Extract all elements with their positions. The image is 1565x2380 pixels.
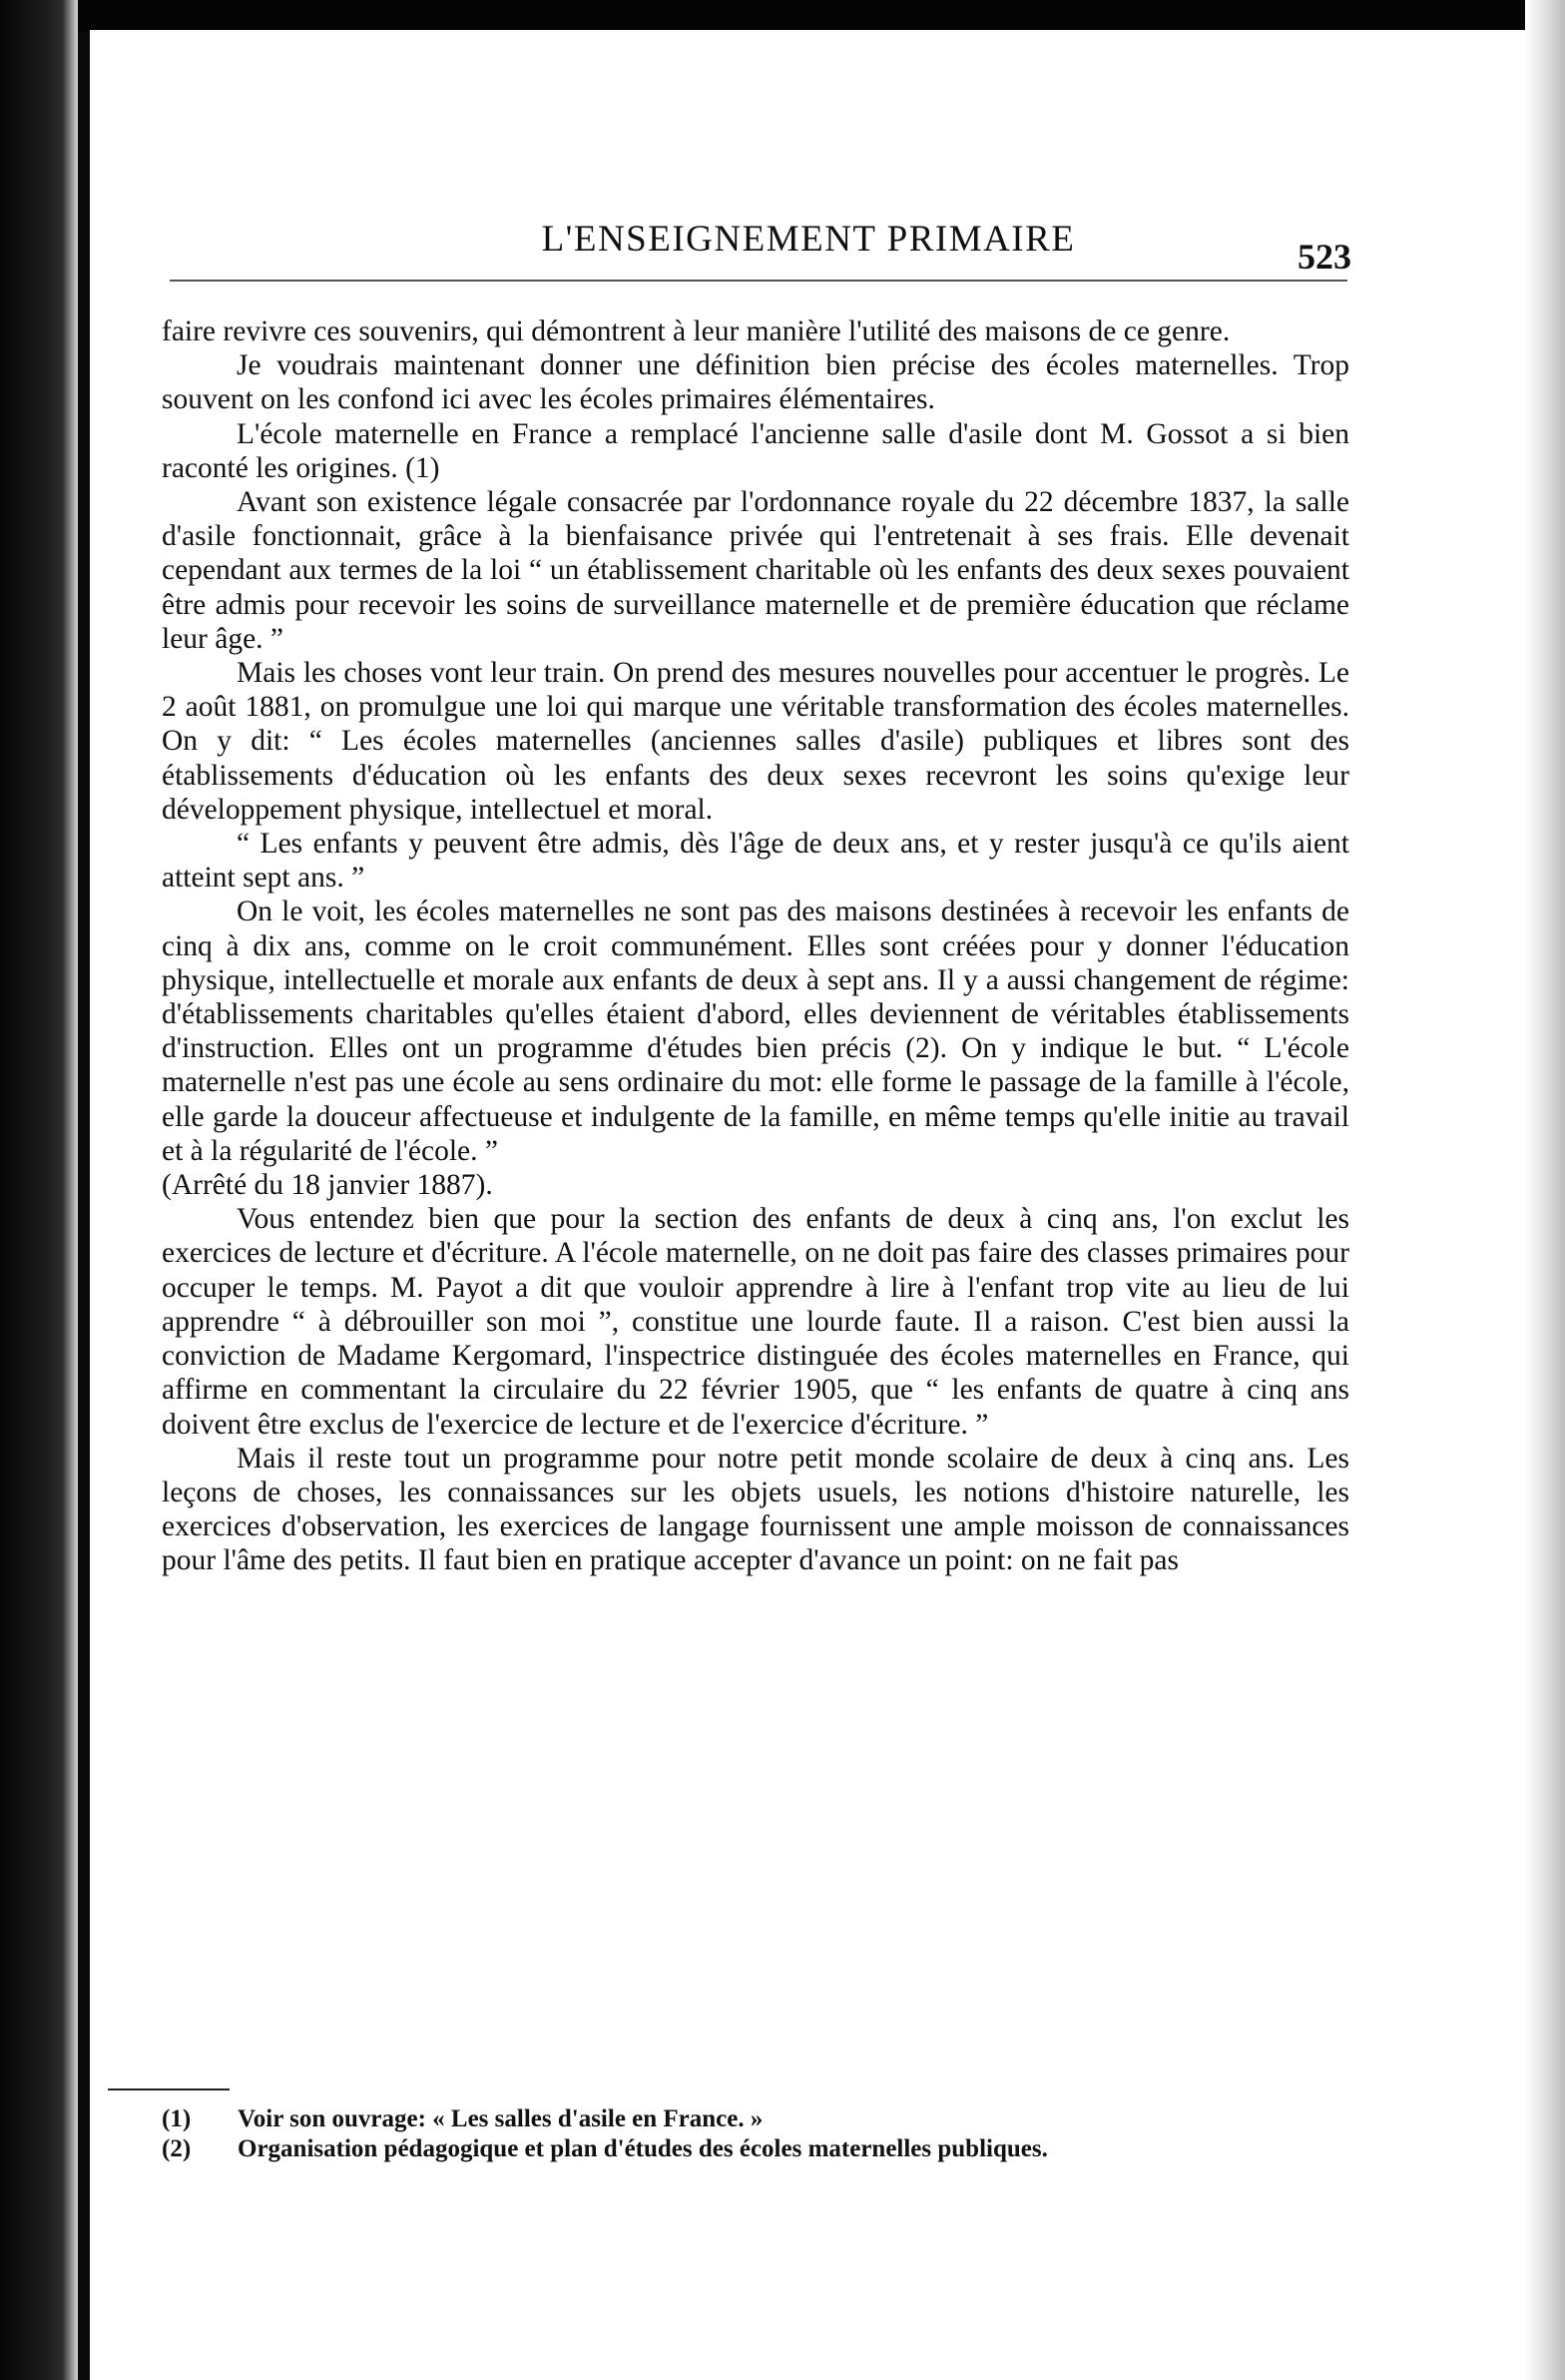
page-number: 523 — [1298, 237, 1351, 277]
paragraph: Vous entendez bien que pour la section des enfants de deux à cinq ans, l'on exclut les exercices de lecture et d'écriture. A l'école maternelle, on ne doit pas faire des classes primaires pour occuper le temps. M. Payot a dit que vouloir apprendre à lire à l'enfant trop vite au lieu de lui apprendre “ à débrouiller son moi ”, constitue une lourde faute. Il a raison. C'est bien aussi la conviction de Madame Kergomard, l'inspectrice distinguée des écoles maternelles en France, qui affirme en commentant la circulaire du 22 février 1905, que “ les enfants de quatre à cinq ans doivent être exclus de l'exercice de lecture et de l'exercice d'écriture. ” — [162, 1203, 1349, 1441]
paragraph: Je voudrais maintenant donner une définition bien précise des écoles maternelles. Trop souvent on les confond ici avec les écoles primaires élémentaires. — [162, 349, 1349, 416]
paragraph: On le voit, les écoles maternelles ne sont pas des maisons destinées à recevoir les enfants de cinq à dix ans, comme on le croit communément. Elles sont créées pour y donner l'éducation physique, intellectuelle et morale aux enfants de deux à sept ans. Il y a aussi changement de régime: d'établissements charitables qu'elles étaient d'abord, elles deviennent de véritables établissements d'instruction. Elles ont un programme d'études bien précis (2). On y indique le but. “ L'école maternelle n'est pas une école au sens ordinaire du mot: elle forme le passage de la famille à l'école, elle garde la douceur affectueuse et indulgente de la famille, en même temps qu'elle initie au travail et à la régularité de l'école. ” — [162, 895, 1349, 1167]
paragraph: Mais il reste tout un programme pour notre petit monde scolaire de deux à cinq ans. Les leçons de choses, les connaissances sur les objets usuels, les notions d'histoire naturelle, les exercices d'observation, les exercices de langage fournissent une ample moisson de connaissances pour l'âme des petits. Il faut bien en pratique accepter d'avance un point: on ne fait pas — [162, 1442, 1349, 1577]
footnote — [162, 2104, 1349, 2134]
paragraph: Avant son existence légale consacrée par l'ordonnance royale du 22 décembre 1837, la salle d'asile fonctionnait, grâce à la bienfaisance privée qui l'entretenait à ses frais. Elle devenait cependant aux termes de la loi “ un établissement charitable où les enfants des deux sexes pouvaient être admis pour recevoir les soins de surveillance maternelle et de première éducation que réclame leur âge. ” — [162, 486, 1349, 655]
citation: (Arrêté du 18 janvier 1887). — [162, 1169, 493, 1202]
paragraph: “ Les enfants y peuvent être admis, dès l'âge de deux ans, et y rester jusqu'à ce qu'ils aient atteint sept ans. ” — [162, 828, 1349, 894]
footnote-number: (2) — [162, 2135, 192, 2162]
paragraph: L'école maternelle en France a remplacé l'ancienne salle d'asile dont M. Gossot a si bien raconté les origines. (1) — [162, 417, 1349, 484]
footnote-rule — [108, 2088, 230, 2090]
footnote — [162, 2134, 1349, 2164]
header-rule — [170, 280, 1347, 282]
footnote-number: (1) — [162, 2105, 192, 2132]
footnote-text: Organisation pédagogique et plan d'études des écoles maternelles publiques. — [238, 2135, 1048, 2162]
body-text — [162, 314, 1349, 1578]
book-page — [90, 30, 1527, 2380]
running-head: L'ENSEIGNEMENT PRIMAIRE — [541, 219, 1076, 260]
footnotes — [162, 2104, 1349, 2164]
scan-right-edge — [1525, 0, 1565, 2380]
scan-top-border — [0, 0, 1565, 32]
page-header — [90, 218, 1527, 278]
footnote-text: Voir son ouvrage: « Les salles d'asile en France. » — [238, 2105, 764, 2132]
paragraph: faire revivre ces souvenirs, qui démontrent à leur manière l'utilité des maisons de ce genre. — [162, 315, 1231, 347]
paragraph: Mais les choses vont leur train. On prend des mesures nouvelles pour accentuer le progrès. Le 2 août 1881, on promulgue une loi qui marque une véritable transformation des écoles maternelles. On y dit: “ Les écoles maternelles (anciennes salles d'asile) publiques et libres sont des établissements d'éducation où les enfants des deux sexes recevront les soins qu'exige leur développement physique, intellectuel et moral. — [162, 657, 1349, 826]
scan-left-border — [0, 0, 78, 2380]
